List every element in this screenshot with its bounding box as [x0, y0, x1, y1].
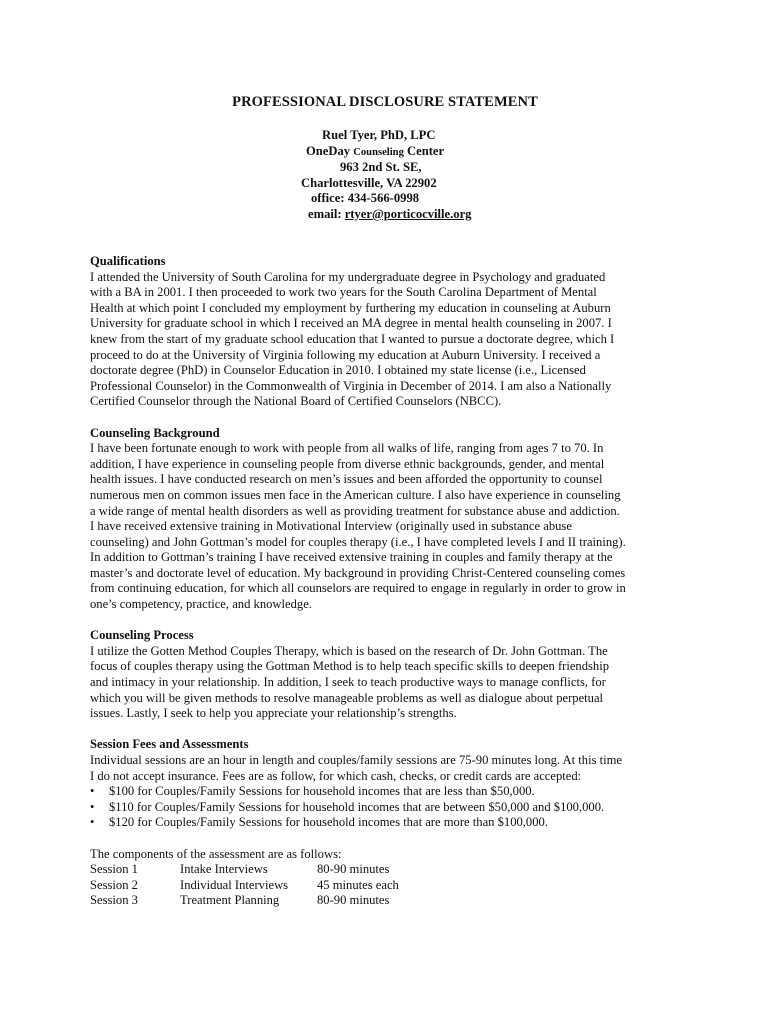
- section-heading: Counseling Process: [90, 628, 194, 643]
- paragraph-line: issues. Lastly, I seek to help you appreciate your relationship’s strengths.: [90, 706, 457, 721]
- paragraph-line: addition, I have experience in counseling people from diverse ethnic backgrounds, gender, and mental: [90, 456, 605, 471]
- table-row: [90, 862, 399, 878]
- section-heading: Counseling Background: [90, 425, 220, 440]
- table-row: [90, 893, 399, 909]
- paragraph-line: health issues. I have conducted research on men’s issues and been afforded the opportunity to counsel: [90, 472, 603, 487]
- fee-bullet-item: [90, 800, 690, 816]
- duration-cell: 80-90 minutes: [317, 893, 390, 908]
- section-counseling-process: [90, 628, 690, 722]
- document-body: [90, 254, 690, 925]
- duration-cell: 45 minutes each: [317, 877, 399, 892]
- paragraph-line: In addition to Gottman’s training I have received extensive training in couples and family therapy at the: [90, 550, 613, 565]
- org-part-a: OneDay: [306, 143, 354, 158]
- session-cell: Session 1: [90, 862, 138, 877]
- fee-text: $100 for Couples/Family Sessions for household incomes that are less than $50,000.: [109, 784, 535, 799]
- paragraph-line: I do not accept insurance. Fees are as follow, for which cash, checks, or credit cards are accepted:: [90, 768, 582, 783]
- paragraph-line: which you will be given methods to resolve manageable problems as well as dialogue about perpetual: [90, 690, 604, 705]
- section-qualifications: [90, 254, 690, 410]
- paragraph-line: proceed to do at the University of Virginia following my education at Auburn University. I received a: [90, 347, 601, 362]
- section-heading: Session Fees and Assessments: [90, 737, 249, 752]
- paragraph-line: a wide range of mental health disorders as well as providing treatment for substance abuse and addiction.: [90, 503, 620, 518]
- contact-block: [298, 128, 558, 223]
- paragraph-line: I attended the University of South Carolina for my undergraduate degree in Psychology and graduated: [90, 269, 606, 284]
- fee-bullet-item: [90, 784, 690, 800]
- paragraph-line: with a BA in 2001. I then proceeded to work two years for the South Carolina Department of Mental: [90, 285, 597, 300]
- assessment-intro: The components of the assessment are as follows:: [90, 846, 342, 861]
- contact-city: Charlottesville, VA 22902: [301, 175, 437, 190]
- fee-text: $120 for Couples/Family Sessions for household incomes that are more than $100,000.: [109, 815, 548, 830]
- session-cell: Session 2: [90, 877, 138, 892]
- contact-office-phone: office: 434-566-0998: [311, 191, 420, 206]
- paragraph-line: master’s and doctorate level of education. My background in providing Christ-Centered counseling comes: [90, 565, 626, 580]
- paragraph-line: Individual sessions are an hour in length and couples/family sessions are 75-90 minutes long. At this time: [90, 753, 623, 767]
- fee-text: $110 for Couples/Family Sessions for household incomes that are between $50,000 and $100,000.: [109, 799, 605, 814]
- bullet-icon: •: [90, 815, 95, 830]
- section-session-fees: [90, 737, 690, 831]
- activity-cell: Intake Interviews: [180, 862, 268, 877]
- paragraph-line: one’s competency, practice, and knowledge.: [90, 597, 312, 612]
- fee-bullet-item: [90, 815, 690, 831]
- section-heading: Qualifications: [90, 254, 166, 268]
- paragraph-line: numerous men on common issues men face in the American culture. I also have experience in counseling: [90, 487, 621, 502]
- contact-name: Ruel Tyer, PhD, LPC: [322, 128, 436, 142]
- org-part-b: Counseling: [353, 146, 404, 158]
- paragraph-line: knew from the start of my graduate school education that I wanted to pursue a doctorate degree, which I: [90, 331, 615, 346]
- contact-street: 963 2nd St. SE,: [340, 160, 422, 175]
- paragraph-line: from continuing education, for which all counselors are required to engage in regularly in order to grow in: [90, 581, 626, 596]
- email-link[interactable]: rtyer@porticocville.org: [344, 206, 472, 221]
- activity-cell: Treatment Planning: [180, 893, 280, 908]
- document-title: PROFESSIONAL DISCLOSURE STATEMENT: [232, 94, 538, 110]
- paragraph-line: I utilize the Gotten Method Couples Therapy, which is based on the research of Dr. John Gottman. The: [90, 643, 608, 658]
- paragraph-line: Certified Counselor through the National Board of Certified Counselors (NBCC).: [90, 394, 502, 409]
- paragraph-line: counseling) and John Gottman’s model for couples therapy (i.e., I have completed levels I and II training).: [90, 534, 626, 549]
- paragraph-line: I have received extensive training in Motivational Interview (originally used in substance abuse: [90, 519, 572, 534]
- duration-cell: 80-90 minutes: [317, 862, 390, 877]
- contact-organization: [298, 144, 558, 161]
- paragraph-line: doctorate degree (PhD) in Counselor Education in 2010. I obtained my state license (i.e., Licensed: [90, 363, 586, 378]
- paragraph-line: focus of couples therapy using the Gottman Method is to help teach specific skills to deepen friendship: [90, 659, 610, 674]
- assessment-table: [90, 862, 399, 909]
- bullet-icon: •: [90, 784, 95, 799]
- email-label: email:: [308, 206, 345, 221]
- section-counseling-background: [90, 426, 690, 613]
- org-part-c: Center: [403, 143, 445, 158]
- paragraph-line: University for graduate school in which I received an MA degree in mental health counseling in 2007. I: [90, 316, 612, 331]
- session-cell: Session 3: [90, 893, 138, 908]
- paragraph-line: Professional Counselor) in the Commonwealth of Virginia in December of 2014. I am also a Nationally: [90, 378, 612, 393]
- table-row: [90, 878, 399, 894]
- paragraph-line: and intimacy in your relationship. In addition, I seek to teach productive ways to manage conflicts, for: [90, 675, 606, 690]
- paragraph-line: I have been fortunate enough to work with people from all walks of life, ranging from ages 7 to 70. In: [90, 441, 604, 456]
- paragraph-line: Health at which point I concluded my employment by furthering my education in counseling at Auburn: [90, 300, 611, 315]
- section-assessment-components: [90, 847, 690, 909]
- contact-email-line: [298, 207, 558, 223]
- bullet-icon: •: [90, 799, 95, 814]
- activity-cell: Individual Interviews: [180, 877, 289, 892]
